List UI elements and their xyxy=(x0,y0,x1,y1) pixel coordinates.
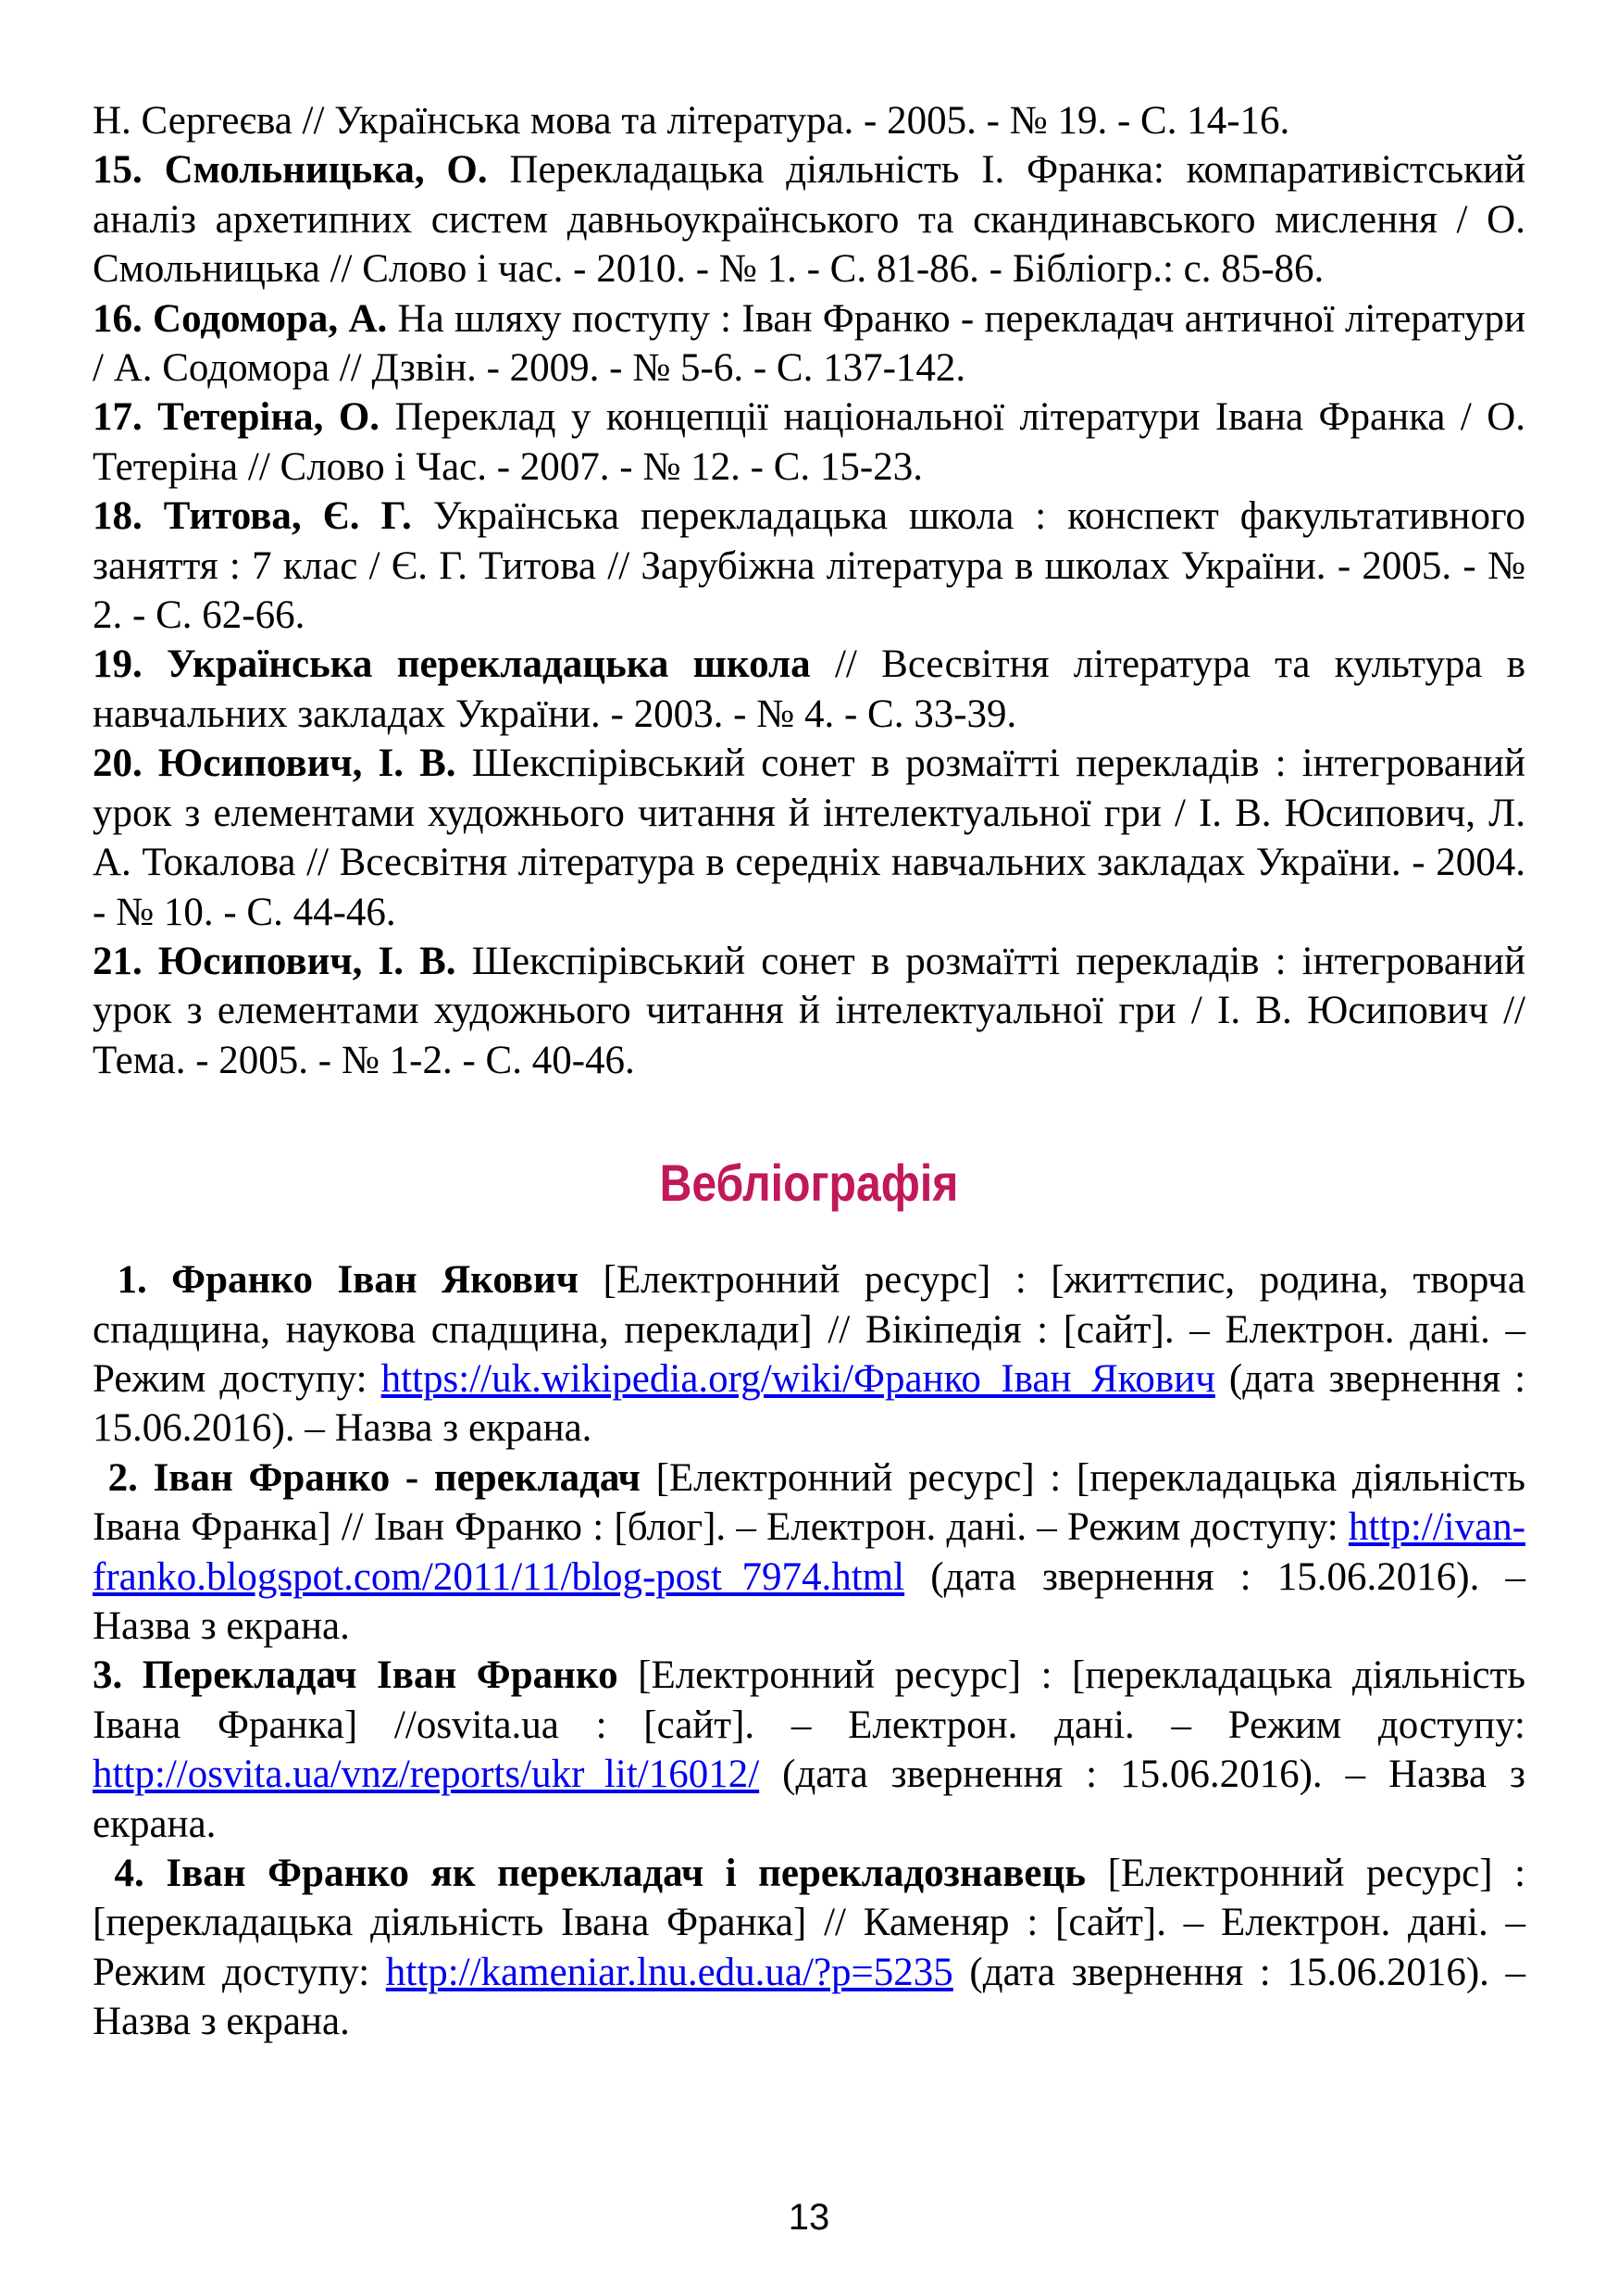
bibliography-entry xyxy=(93,492,1525,640)
webliography-entry xyxy=(93,1651,1525,1849)
entry-text: (дата звернення : 15.06.2016). – Назва з екрана. xyxy=(93,1950,1526,2044)
entry-number: 19. xyxy=(93,643,143,687)
entry-author: Смольницька, О. xyxy=(164,148,488,193)
entry-number: 21. xyxy=(93,939,143,983)
webliography-list xyxy=(93,1255,1525,2047)
bibliography-list xyxy=(93,145,1525,1085)
entry-text: [Електронний ресурс] : [життєпис, родина, творча спадщина, наукова спадщина, переклади] // Вікіпедія : [сайт]. – Електрон. дані. – Режим доступу: xyxy=(93,1258,1525,1401)
bibliography-entry xyxy=(93,145,1525,293)
entry-text: [Електронний ресурс] : [перекладацька діяльність Івана Франка] // Іван Франко : [блог]. – Електрон. дані. – Режим доступу: xyxy=(93,1455,1526,1550)
entry-text: [Електронний ресурс] : [перекладацька діяльність Івана Франка] //osvita.ua : [сайт]. – Електрон. дані. – Режим доступу: xyxy=(93,1653,1526,1747)
entry-text: [Електронний ресурс] : [перекладацька діяльність Івана Франка] // Каменяр : [сайт]. – Електрон. дані. – Режим доступу: xyxy=(93,1852,1526,1994)
entry-text: Шекспірівський сонет в розмаїтті перекладів : інтегрований урок з елементами художнього читання й інтелектуальної гри / І. В. Юсипович // Тема. - 2005. - № 1-2. - С. 40-46. xyxy=(93,939,1525,1082)
entry-text: На шляху поступу : Іван Франко - перекладач античної літератури / А. Содомора // Дзвін. - 2009. - № 5-6. - С. 137-142. xyxy=(93,296,1525,391)
entry-link[interactable]: http://osvita.ua/vnz/reports/ukr_lit/16012/ xyxy=(93,1753,760,1797)
entry-number: 3. xyxy=(93,1653,123,1698)
entry-text: Перекладацька діяльність І. Франка: компаративістський аналіз архетипних систем давньоукраїнського та скандинавського мислення / О. Смольницька // Слово і час. - 2010. - № 1. - С. 81-86. - Бібліогр.: с. 85-86. xyxy=(93,148,1525,292)
entry-text: (дата звернення : 15.06.2016). – Назва з екрана. xyxy=(93,1753,1525,1846)
entry-number: 15. xyxy=(93,148,143,193)
page-number: 13 xyxy=(788,2197,830,2238)
entry-number: 17. xyxy=(93,395,143,440)
entry-text: (дата звернення : 15.06.2016). – Назва з екрана. xyxy=(93,1356,1526,1451)
entry-text: Українська перекладацька школа : конспект факультативного заняття : 7 клас / Є. Г. Титова // Зарубіжна література в школах України. - 2005. - № 2. - С. 62-66. xyxy=(93,494,1526,638)
entry-number: 1. xyxy=(117,1258,147,1303)
bibliography-entry xyxy=(93,739,1525,937)
entry-title: Іван Франко як перекладач і перекладознавець xyxy=(166,1852,1087,1895)
entry-number: 2. xyxy=(107,1455,138,1500)
entry-author: Юсипович, І. В. xyxy=(157,742,456,786)
bibliography-entry xyxy=(93,294,1525,393)
entry-author: Тетеріна, О. xyxy=(157,395,380,440)
entry-text: // Всесвітня література та культура в навчальних закладах України. - 2003. - № 4. - С. 33-39. xyxy=(93,643,1525,736)
entry-number: 16. xyxy=(93,296,143,341)
bibliography-entry xyxy=(93,640,1525,739)
entry-link[interactable]: http://ivan-franko.blogspot.com/2011/11/blog-post_7974.html xyxy=(93,1505,1526,1599)
entry-number: 4. xyxy=(114,1852,144,1895)
bibliography-entry xyxy=(93,937,1525,1085)
page-content xyxy=(93,96,1525,2047)
entry-number: 20. xyxy=(93,742,143,786)
entry-number: 18. xyxy=(93,494,143,539)
continuation-text: Н. Сергеєва // Українська мова та література. - 2005. - № 19. - С. 14-16. xyxy=(93,99,1290,143)
entry-author: Юсипович, І. В. xyxy=(157,939,456,983)
entry-text: Переклад у концепції національної літератури Івана Франка / О. Тетеріна // Слово і Час. - 2007. - № 12. - С. 15-23. xyxy=(93,395,1526,489)
entry-author: Титова, Є. Г. xyxy=(163,494,412,539)
webliography-entry xyxy=(93,1849,1525,2047)
entry-text: (дата звернення : 15.06.2016). – Назва з екрана. xyxy=(93,1554,1526,1648)
bibliography-entry xyxy=(93,393,1525,492)
entry-text: Шекспірівський сонет в розмаїтті перекладів : інтегрований урок з елементами художнього читання й інтелектуальної гри / І. В. Юсипович, Л. А. Токалова // Всесвітня література в середніх навчальних закладах України. - 2004. - № 10. - С. 44-46. xyxy=(93,742,1525,934)
entry-title: Перекладач Іван Франко xyxy=(142,1653,618,1698)
entry-title: Іван Франко - перекладач xyxy=(153,1455,641,1500)
entry-title: Франко Іван Якович xyxy=(171,1258,579,1303)
section-title: Вебліографія xyxy=(659,1154,959,1213)
entry-author: Содомора, А. xyxy=(153,296,388,341)
entry-link[interactable]: https://uk.wikipedia.org/wiki/Франко_Іван_Якович xyxy=(380,1356,1215,1401)
webliography-entry xyxy=(93,1454,1525,1652)
webliography-entry xyxy=(93,1255,1525,1454)
entry-link[interactable]: http://kameniar.lnu.edu.ua/?p=5235 xyxy=(385,1950,953,1994)
entry-author: Українська перекладацька школа xyxy=(167,643,811,687)
